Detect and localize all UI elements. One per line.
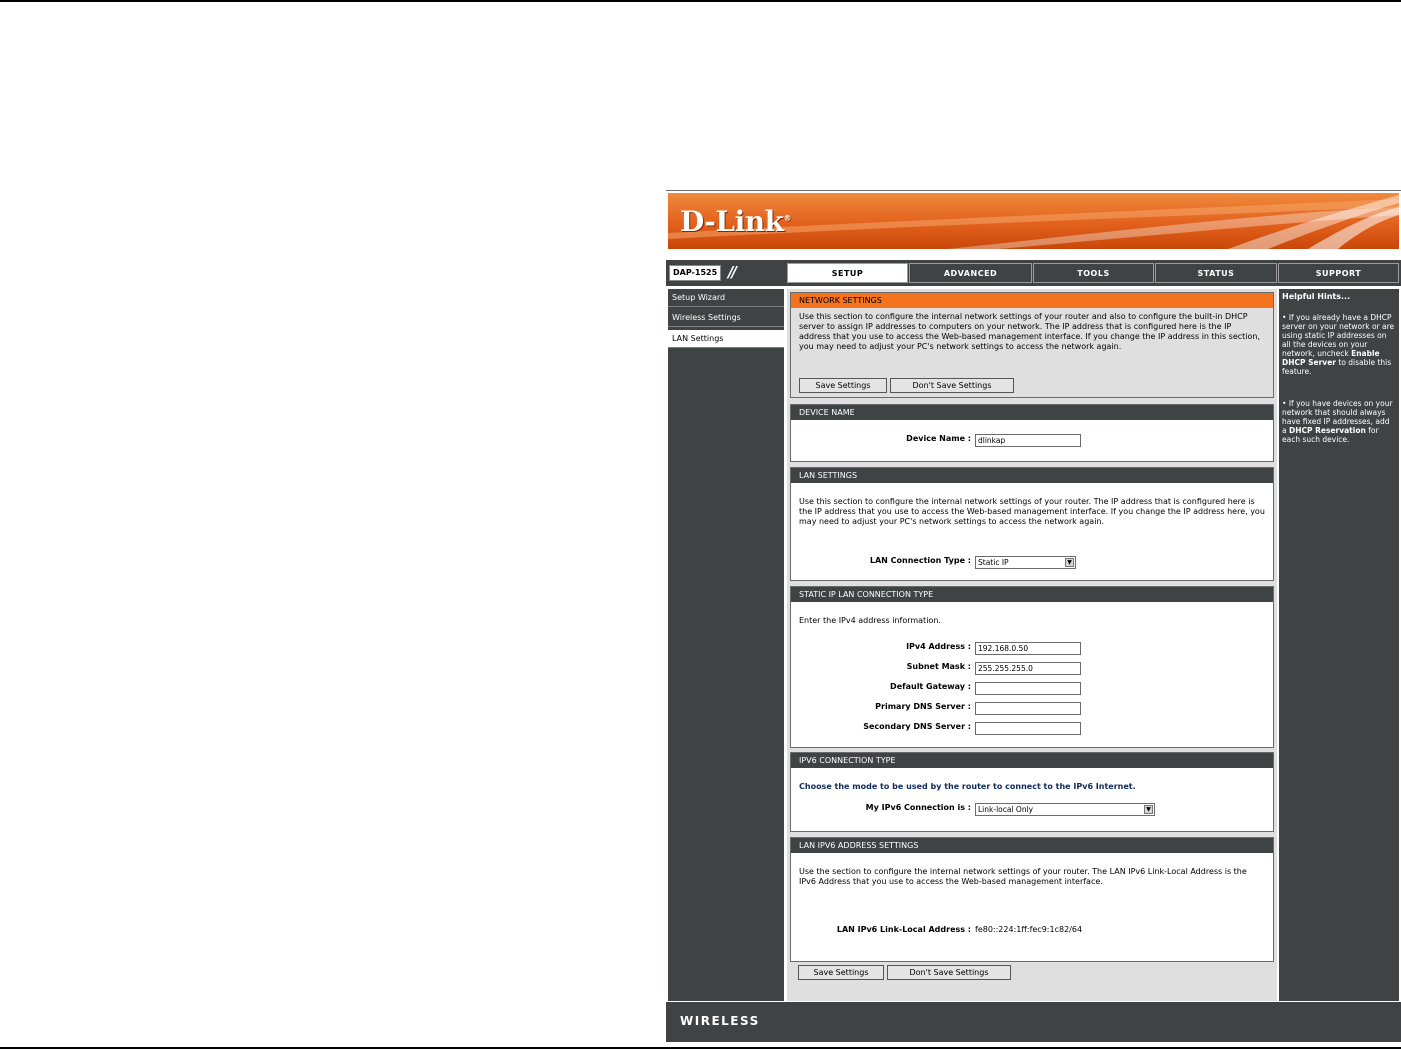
tab-support[interactable]: SUPPORT [1278,263,1399,283]
lan-settings-section [790,467,1274,581]
header-banner [668,193,1399,249]
ipv4-address-input[interactable]: 192.168.0.50 [975,642,1081,655]
device-name-input[interactable]: dlinkap [975,434,1081,447]
tab-setup[interactable]: SETUP [787,263,908,283]
static-ip-section [790,586,1274,748]
bottom-save-settings-button[interactable]: Save Settings [798,965,884,980]
dropdown-arrow-icon[interactable]: ▼ [1065,558,1074,567]
section-intro: Choose the mode to be used by the router to connect to the IPv6 Internet. [799,782,1136,791]
tab-status[interactable]: STATUS [1155,263,1277,283]
section-intro: Enter the IPv4 address information. [799,616,941,625]
lan-connection-type-select[interactable] [975,556,1076,569]
section-title: NETWORK SETTINGS [791,293,1273,308]
router-admin-window [666,190,1401,1043]
model-slashes-decoration: // [728,263,735,281]
sidebar [668,289,784,1001]
page-bottom-rule [0,1047,1401,1049]
subnet-mask-input[interactable]: 255.255.255.0 [975,662,1081,675]
dropdown-arrow-icon[interactable]: ▼ [1144,805,1153,814]
wireless-logo: WIRELESS [680,1014,760,1028]
helpful-hints-panel [1279,289,1399,1001]
ipv6-connection-label: My IPv6 Connection is : [865,803,971,812]
secondary-dns-label: Secondary DNS Server : [863,722,971,731]
model-badge: DAP-1525 [669,265,721,281]
device-name-section [790,404,1274,462]
dlink-logo: D-Link® [680,205,792,238]
save-settings-button[interactable]: Save Settings [799,378,887,393]
lan-connection-type-label: LAN Connection Type : [869,556,971,565]
sidebar-item-wireless-settings[interactable]: Wireless Settings [668,309,784,327]
hint-item: • If you already have a DHCP server on your network or are using static IP addresses on all the devices on your network, uncheck Enable DHCP Server to disable this feature. [1282,313,1395,376]
subnet-mask-label: Subnet Mask : [906,662,971,671]
selected-value: Link-local Only [978,805,1034,814]
section-title: DEVICE NAME [791,405,1273,420]
section-description: Use this section to configure the internal network settings of your router. The IP address that is configured here is the IP address that you use to access the Web-based management interface. If you change the IP address here, you may need to adjust your PC's network settings to access the network again. [799,497,1265,526]
footer-bar [666,1002,1401,1042]
hint-item: • If you have devices on your network that should always have fixed IP addresses, add a DHCP Reservation for each such device. [1282,399,1393,444]
tab-advanced[interactable]: ADVANCED [909,263,1032,283]
main-content [787,289,1277,1001]
section-title: STATIC IP LAN CONNECTION TYPE [791,587,1273,602]
section-title: LAN SETTINGS [791,468,1273,483]
model-cell [668,263,784,283]
secondary-dns-input[interactable] [975,722,1081,735]
sidebar-item-setup-wizard[interactable]: Setup Wizard [668,289,784,307]
lan-ipv6-section [790,837,1274,962]
sidebar-item-lan-settings[interactable]: LAN Settings [668,330,784,348]
default-gateway-input[interactable] [975,682,1081,695]
section-title: LAN IPV6 ADDRESS SETTINGS [791,838,1273,853]
lan-ipv6-link-local-label: LAN IPv6 Link-Local Address : [836,925,971,934]
bottom-dont-save-settings-button[interactable]: Don't Save Settings [887,965,1011,980]
selected-value: Static IP [978,558,1009,567]
section-title: IPV6 CONNECTION TYPE [791,753,1273,768]
primary-dns-label: Primary DNS Server : [875,702,971,711]
ipv6-connection-select[interactable] [975,803,1155,816]
primary-dns-input[interactable] [975,702,1081,715]
top-divider [666,190,1401,191]
page-top-rule [0,0,1401,2]
network-settings-section [790,292,1274,398]
ipv6-connection-section [790,752,1274,832]
device-name-label: Device Name : [906,434,971,443]
dont-save-settings-button[interactable]: Don't Save Settings [890,378,1014,393]
hints-title: Helpful Hints... [1282,292,1351,301]
default-gateway-label: Default Gateway : [890,682,971,691]
section-description: Use the section to configure the internal network settings of your router. The LAN IPv6 Link-Local Address is the IPv6 Address that you use to access the Web-based management interface. [799,867,1247,886]
section-description: Use this section to configure the internal network settings of your router and also to configure the built-in DHCP server to assign IP addresses to computers on your network. The IP address that is configured here is the IP address that you use to access the Web-based management interface. If you change the IP address in this section, you may need to adjust your PC's network settings to access the network again. [799,312,1261,351]
ipv4-address-label: IPv4 Address : [906,642,971,651]
lan-ipv6-link-local-value: fe80::224:1ff:fec9:1c82/64 [975,925,1083,934]
tab-tools[interactable]: TOOLS [1033,263,1154,283]
